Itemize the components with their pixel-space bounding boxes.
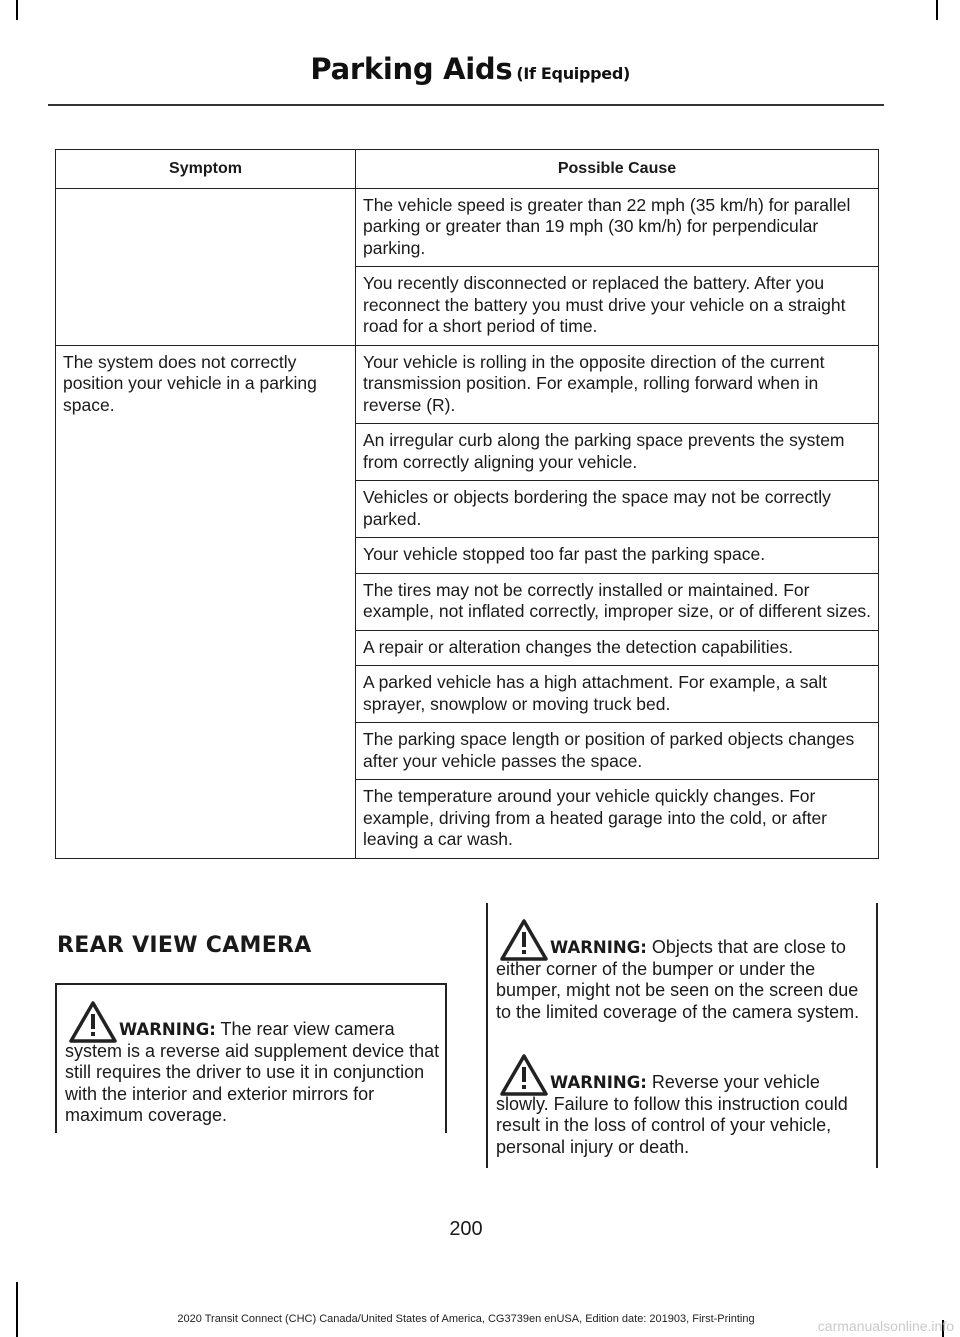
warning-text (496, 1072, 872, 1158)
warning-text (496, 937, 872, 1023)
warning-body: The rear view camera system is a reverse aid supplement device that still requires the driver to use it in conjunction with the interior and exterior mirrors for maximum coverage. (65, 1019, 440, 1125)
table-row (56, 345, 879, 424)
warning-label: WARNING: (550, 938, 647, 957)
warning-label: WARNING: (550, 1073, 647, 1092)
header-rule (48, 104, 884, 106)
crop-mark-top-right (936, 0, 938, 20)
watermark: carmanualsonline.info (817, 1318, 954, 1334)
warning-label: WARNING: (119, 1020, 216, 1039)
table-row (56, 188, 879, 267)
crop-mark-top-left (16, 0, 18, 20)
column-header-symptom: Symptom (56, 150, 356, 189)
troubleshooting-table (55, 149, 879, 859)
cause-cell: An irregular curb along the parking space prevents the system from correctly aligning your vehicle. (356, 424, 879, 481)
cause-cell: The vehicle speed is greater than 22 mph (35 km/h) for parallel parking or greater than 19 mph (30 km/h) for perpendicular parking. (356, 188, 879, 267)
warning-triangle-icon (498, 1052, 550, 1098)
warning-block (496, 937, 872, 1023)
page-header (310, 52, 630, 86)
symptom-cell: The system does not correctly position your vehicle in a parking space. (56, 345, 356, 858)
warning-box-left (55, 983, 447, 1133)
cause-cell: You recently disconnected or replaced the battery. After you reconnect the battery you must drive your vehicle on a straight road for a short period of time. (356, 267, 879, 346)
cause-cell: The tires may not be correctly installed or maintained. For example, not inflated correctly, improper size, or of different sizes. (356, 573, 879, 630)
warning-block (65, 1019, 441, 1127)
warning-triangle-icon (498, 917, 550, 963)
cause-cell: Vehicles or objects bordering the space may not be correctly parked. (356, 481, 879, 538)
header-subtitle: (If Equipped) (516, 64, 630, 83)
table-header-row (56, 150, 879, 189)
cause-cell: Your vehicle is rolling in the opposite direction of the current transmission position. For example, rolling forward when in reverse (R). (356, 345, 879, 424)
warning-text (65, 1019, 441, 1127)
cause-cell: A parked vehicle has a high attachment. For example, a salt sprayer, snowplow or moving truck bed. (356, 666, 879, 723)
warning-body: Objects that are close to either corner of the bumper or under the bumper, might not be seen on the screen due to the limited coverage of the camera system. (496, 937, 860, 1022)
section-title: REAR VIEW CAMERA (57, 933, 312, 958)
cause-cell: Your vehicle stopped too far past the parking space. (356, 538, 879, 574)
page-number: 200 (449, 1218, 483, 1240)
warning-triangle-icon (67, 999, 119, 1045)
cause-cell: The parking space length or position of parked objects changes after your vehicle passes the space. (356, 723, 879, 780)
cause-cell: The temperature around your vehicle quickly changes. For example, driving from a heated garage into the cold, or after leaving a car wash. (356, 780, 879, 859)
footer-text: 2020 Transit Connect (CHC) Canada/United States of America, CG3739en enUSA, Edition date: 201903, First-Printing (177, 1313, 755, 1325)
crop-mark-bottom-left (16, 1282, 18, 1337)
cause-cell: A repair or alteration changes the detection capabilities. (356, 630, 879, 666)
symptom-cell (56, 188, 356, 345)
header-title: Parking Aids (310, 52, 513, 86)
column-header-possible-cause: Possible Cause (356, 150, 879, 189)
warning-body: Reverse your vehicle slowly. Failure to follow this instruction could result in the loss of control of your vehicle, personal injury or death. (496, 1072, 848, 1157)
warning-block (496, 1072, 872, 1158)
warning-box-right (486, 903, 878, 1168)
